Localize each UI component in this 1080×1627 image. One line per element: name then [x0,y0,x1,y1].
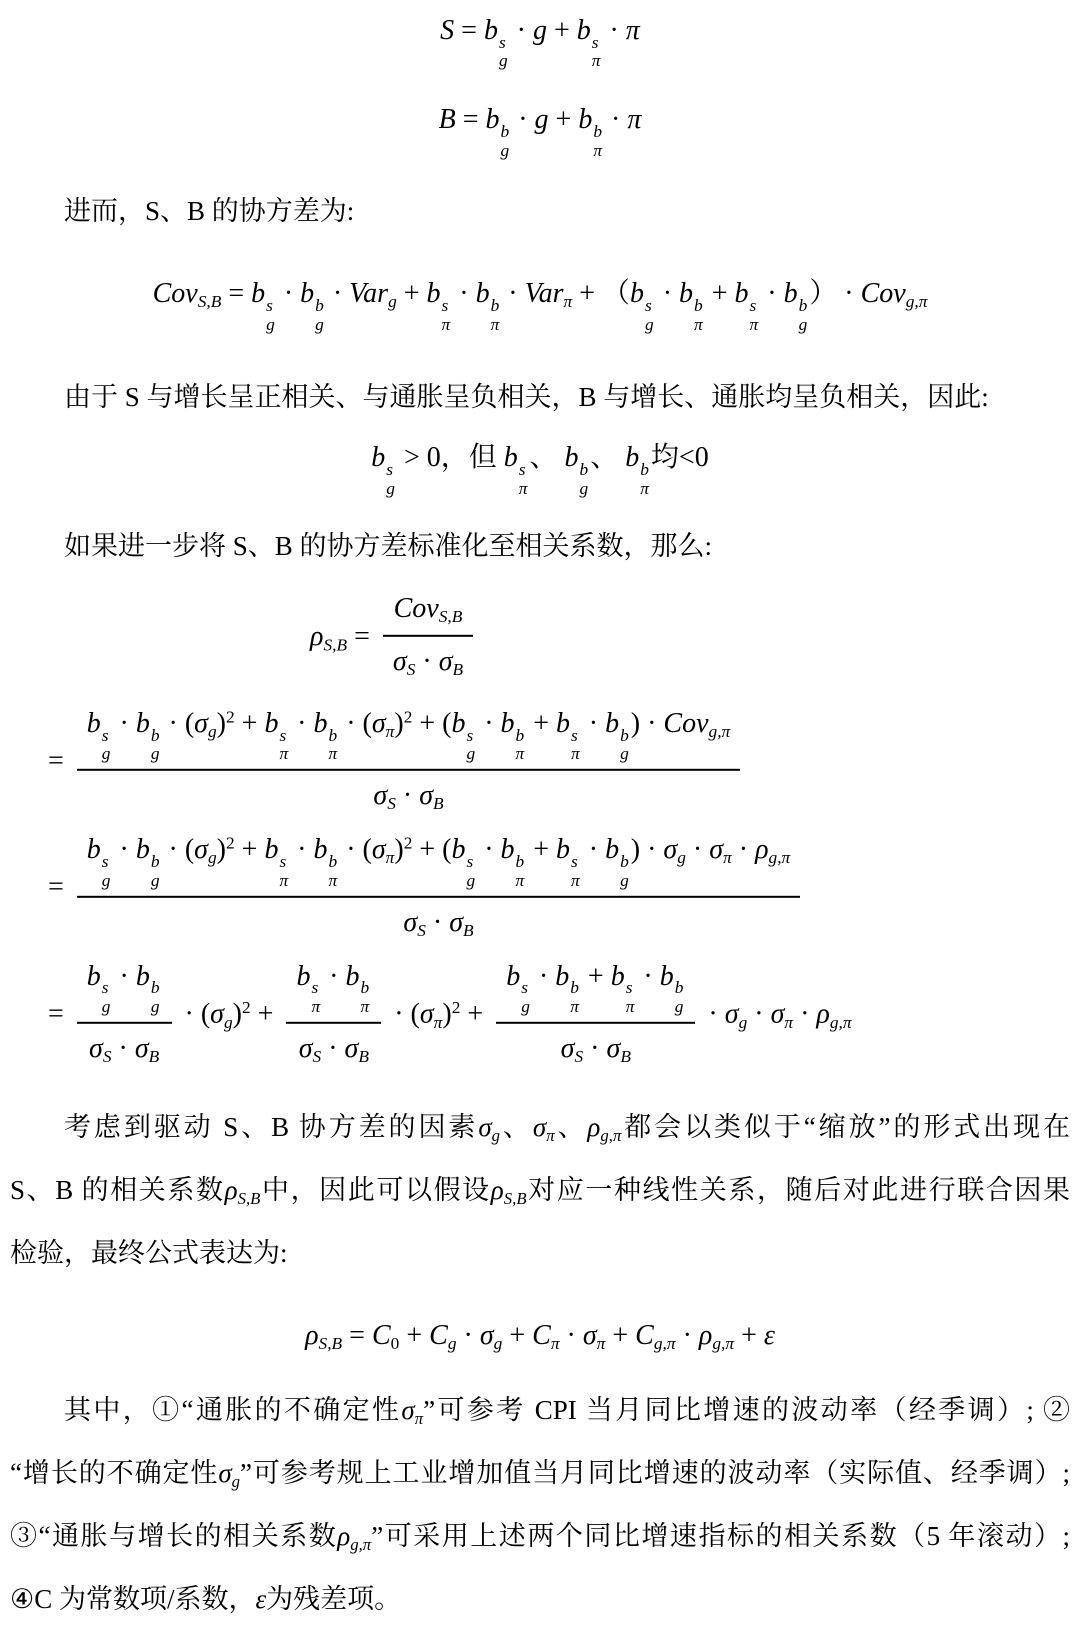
formula-covariance: Cov$_{S,B}$ = b s g · b b g · Var$_g$ + b s π · b b π · Var$_\pi$ + （b s g · b b π + b s π · b b g ） · Cov$_{g,\pi}$ [152,278,928,334]
formula-regression: $\rho_{S,B} = C_0 + C_g \cdot \sigma_g + C_\pi \cdot \sigma_\pi + C_{g,\pi} \cdot \rho_{g,\pi} + \varepsilon$ [305,1320,775,1354]
paragraph-linear-assumption [10,1100,1070,1281]
text-line: ③“通胀与增长的相关系数$\rho_{g,\pi}$”可采用上述两个同比增速指标的相关系数（5 年滚动）; [10,1521,1071,1555]
paragraph-covariance-intro: 进而，S、B 的协方差为: [64,196,355,227]
text-line: ④C 为常数项/系数，ε为残差项。 [10,1584,402,1615]
paragraph-notes [10,1383,1070,1627]
formula-expansion-split-fractions: = b s g · b b g $\sigma_S \cdot \sigma_B$ · $(\sigma_g)^2$ + b s π · b b π $\sigma_S \cdot \sigma_B$ · $(\sigma_\pi)^2$ + b s g · b b π + b s π · b b g $\sigma_S \cdot \sigma_B$ · $\sigma_g \cdot \sigma_\pi \cdot \rho_{g,\pi}$ [10,958,1070,1074]
formula-s-definition: S = b s g · g + b s π · π [440,15,640,71]
text-line: 其中，①“通胀的不确定性$\sigma_\pi$”可参考 CPI 当月同比增速的波动率（经季调）; ② [64,1395,1070,1429]
formula-expansion-correlation: = b s g · b b g · $(\sigma_g)^2 + b$ s π · b b π · $(\sigma_\pi)^2 + (b$ s g · b b π + b s π · b b g ) · $\sigma_g \cdot \sigma_\pi \cdot \rho_{g,\pi}$ $\sigma_S \cdot \sigma_B$ [10,831,1070,947]
formula-rho-definition: $\rho_{S,B}$ = $\frac{Cov_{S,B}}{\sigma_S \cdot \sigma_B}$ [10,590,1070,687]
text-line: S、B 的相关系数$\rho_{S,B}$中，因此可以假设$\rho_{S,B}$对应一种线性关系，随后对此进行联合因果 [10,1175,1071,1209]
paragraph-standardize: 如果进一步将 S、B 的协方差标准化至相关系数，那么: [64,530,713,561]
text-line: “增长的不确定性$\sigma_g$”可参考规上工业增加值当月同比增速的波动率（实际值、经季调）; [10,1458,1071,1492]
text-line: 考虑到驱动 S、B 协方差的因素$\sigma_g$、$\sigma_\pi$、$\rho_{g,\pi}$都会以类似于“缩放”的形式出现在 [64,1112,1071,1146]
formula-expansion-covariance: = b s g · b b g · $(\sigma_g)^2 + b$ s π · b b π · $(\sigma_\pi)^2 + (b$ s g · b b π + b s π · b b g ) · Cov$_{g,\pi}$ $\sigma_S \cdot \sigma_B$ [10,705,1070,821]
paragraph-correlation-signs: 由于 S 与增长呈正相关、与通胀呈负相关，B 与增长、通胀均呈负相关，因此: [64,382,989,413]
formula-coefficient-signs: b s g > 0，但 b s π 、 b b g 、 b b π 均<0 [371,442,709,498]
text-line: 检验，最终公式表达为: [10,1238,288,1269]
formula-b-definition: B = b b g · g + b b π · π [438,104,642,160]
